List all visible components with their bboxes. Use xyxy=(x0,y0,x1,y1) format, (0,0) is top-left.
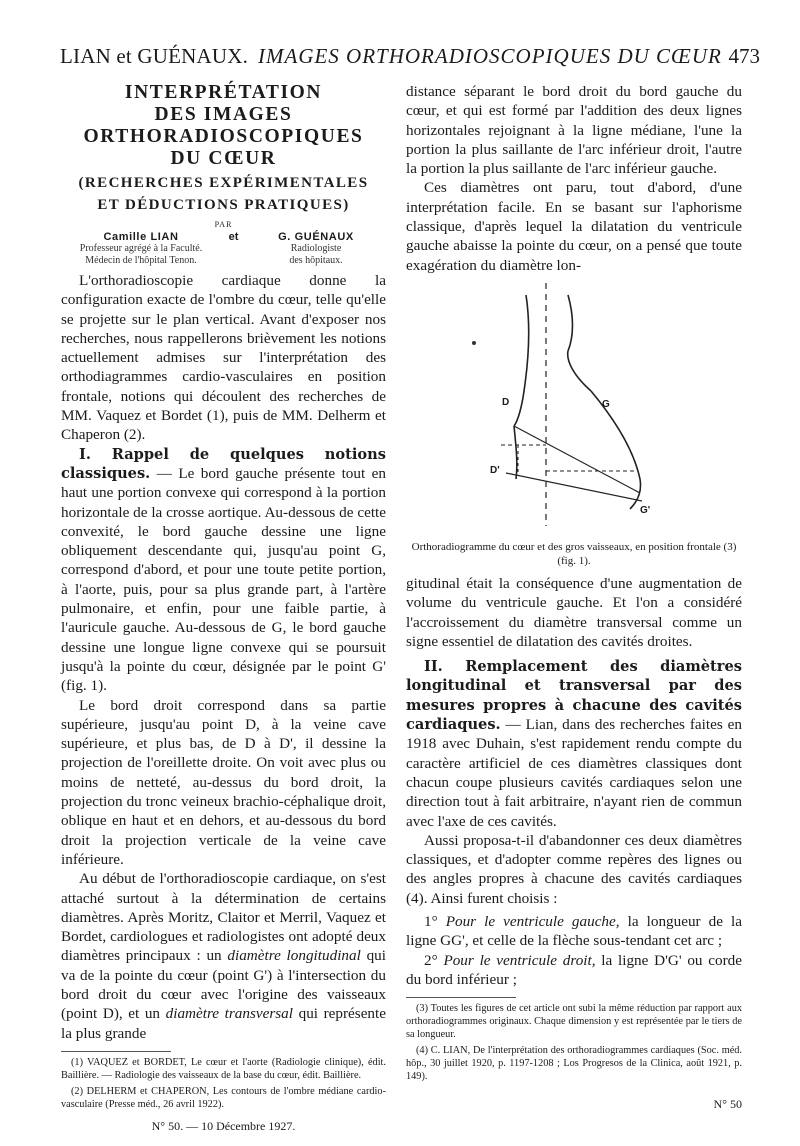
ink-mark xyxy=(472,341,476,345)
label-point-d: D xyxy=(502,396,510,408)
footnote-4: (4) C. LIAN, De l'interprétation des orthoradiogrammes cardiaques (Soc. méd. hôp., 30 juillet 1920, p. 1197-1208 ; Los Progresos de la Clinica, août 1921, p. 149). xyxy=(406,1045,742,1083)
running-head-authors: LIAN et GUÉNAUX. xyxy=(60,44,249,68)
author-conjunction: et xyxy=(228,231,239,243)
footnotes-left xyxy=(61,1056,386,1111)
emphasis-transversal: diamètre transversal xyxy=(165,1005,293,1023)
running-head-title: IMAGES ORTHORADIOSCOPIQUES DU CŒUR xyxy=(258,44,722,68)
issue-line: N° 50. — 10 Décembre 1927. xyxy=(151,1118,296,1133)
continued-paragraph: distance séparant le bord droit du bord gauche du cœur, et qui est formé par l'addition des deux lignes horizontales rejoignant à la ligne médiane, l'une la portion la plus saillante de l'arc inférieur droit, l'autre la portion la plus saillante de l'arc inférieur gauche. xyxy=(406,83,742,178)
text-run: la longueur de la ligne GG', et celle de la flèche sous-tendant cet arc ; xyxy=(406,913,743,950)
inferior-chord xyxy=(506,473,642,501)
list-emphasis: Pour le ventricule gauche, xyxy=(445,913,620,931)
interpretation-paragraph: Ces diamètres ont paru, tout d'abord, d'une interprétation facile. En se basant sur l'aphorisme classique, d'après lequel la dilatation du ventricule gauche abaisse la pointe du cœur, on a pensé que toute exagération du diamètre lon- xyxy=(406,179,742,274)
text-run: la ligne D'G' ou corde du bord inférieur ; xyxy=(406,951,743,988)
emphasis-longitudinal: diamètre longitudinal xyxy=(227,947,361,965)
right-border-upper xyxy=(514,295,529,426)
section-2-paragraph xyxy=(406,657,742,831)
figure-1-orthodiagram xyxy=(406,281,742,536)
article-title-line: INTERPRÉTATION xyxy=(124,82,323,103)
article-subtitle xyxy=(61,172,386,216)
footnote-divider xyxy=(61,1051,171,1052)
article-subtitle-line: (RECHERCHES EXPÉRIMENTALES xyxy=(78,175,369,191)
section-1-text: — Le bord gauche présente tout en haut une portion convexe qui correspond à la portion horizontale de la crosse aortique. Au-dessous de cette convexité, le bord gauche dessine une ligne obliquement descendante qui, jusqu'au point G, correspond d'abord, et pour une toute petite portion, à l'aorte, puis, pour sa plus grande part, à l'artère pulmonaire, et enfin, pour une faible partie, à l'auricule gauche. Au-dessous de G, le bord gauche dessine une longue ligne convexe qui se poursuit jusqu'à la pointe du cœur, désignée par le point G' (fig. 1). xyxy=(61,464,386,695)
right-column xyxy=(406,82,742,1112)
author-affiliation: Radiologiste xyxy=(290,243,342,254)
author-affiliation: Médecin de l'hôpital Tenon. xyxy=(85,255,197,266)
article-title-line: ORTHORADIOSCOPIQUES xyxy=(83,126,364,147)
footnote-1: (1) VAQUEZ et BORDET, Le cœur et l'aorte (Radiologie clinique), édit. Baillière. — Radiologie des vaisseaux de la base du cœur, édit. Baillière. xyxy=(61,1056,386,1081)
right-border-atrium xyxy=(514,426,517,479)
proposal-paragraph: Aussi proposa-t-il d'abandonner ces deux diamètres classiques, et d'adopter comme repères des lignes ou des angles propres à chacune des cavités cardiaques (4). Ainsi furent choisis : xyxy=(406,831,742,907)
authors-row xyxy=(61,231,386,271)
author-affiliation: des hôpitaux. xyxy=(289,255,343,266)
issue-number: N° 50 xyxy=(713,1097,742,1112)
list-number: 2° xyxy=(424,951,444,969)
footnote-3: (3) Toutes les figures de cet article ont subi la même réduction par rapport aux orthoradiogrammes originaux. Chaque dimension y est représentée par le tiers de sa longueur. xyxy=(406,1003,742,1041)
intro-paragraph: L'orthoradioscopie cardiaque donne la configuration exacte de l'ombre du cœur, telle qu'elle se projette sur le plan vertical. Avant d'exposer nos recherches, nous rappellerons brièvement les notions actuellement admises sur l'interprétation des orthodiagrammes cardio-vasculaires en position frontale, notions qui découlent des recherches de MM. Vaquez et Bordet (1), puis de MM. Delherm et Chaperon (2). xyxy=(61,272,386,444)
author-lian xyxy=(61,231,221,267)
text-run: qui représente la plus grande xyxy=(61,1005,386,1042)
text-run: Au début de l'orthoradioscopie cardiaque, on s'est attaché surtout à la détermination de certains diamètres. Après Moritz, Claitor et Merril, Vaquez et Bordet, cardiologues et radiologistes ont adopté deux diamètres principaux : un xyxy=(61,870,386,965)
left-column xyxy=(61,82,386,1134)
label-point-d-prime: D' xyxy=(490,464,500,476)
label-point-g: G xyxy=(602,398,610,410)
author-affiliation: Professeur agrégé à la Faculté. xyxy=(79,243,203,254)
list-emphasis: Pour le ventricule droit, xyxy=(443,951,596,969)
section-2-heading: II. Remplacement des diamètres longitudinal et transversal par des mesures propres à chacune des cavités cardiaques. xyxy=(406,658,742,734)
article-subtitle-line: ET DÉDUCTIONS PRATIQUES) xyxy=(97,197,350,213)
figure-caption: Orthoradiogramme du cœur et des gros vaisseaux, en position frontale (3) (fig. 1). xyxy=(411,540,737,567)
diameters-paragraph xyxy=(61,869,386,1043)
article-title-line: DU CŒUR xyxy=(170,148,277,169)
list-item-1 xyxy=(406,912,742,951)
orthodiagram-drawing xyxy=(406,281,742,536)
right-border-paragraph: Le bord droit correspond dans sa partie supérieure, jusqu'au point D, à la veine cave supérieure, et plus bas, de D à D', il dessine la projection de l'oreillette droite. On voit avec plus ou moins de netteté, au-dessus du bord droit, la projection du tronc veineux brachio-céphalique droit, oblique en haut et en dehors, et au-dessous du bord droit la projection verticale de la veine cave inférieure. xyxy=(61,696,386,868)
label-point-g-prime: G' xyxy=(640,504,651,516)
left-border-ventricle xyxy=(591,391,641,509)
list-number: 1° xyxy=(424,913,446,931)
footnote-2: (2) DELHERM et CHAPERON, Les contours de l'ombre médiane cardio-vasculaire (Presse méd., 26 avril 1922). xyxy=(61,1085,386,1110)
running-head xyxy=(60,44,760,74)
text-run: qui va de la pointe du cœur (point G') à l'intersection du bord droit du cœur avec l'origine des vaisseaux (point D), et un xyxy=(61,947,386,1023)
article-title xyxy=(61,82,386,170)
author-name: Camille LIAN xyxy=(103,231,179,243)
footnote-divider xyxy=(406,997,516,998)
byline-par: PAR xyxy=(214,220,233,229)
footnotes-right xyxy=(406,1002,742,1083)
article-title-line: DES IMAGES xyxy=(154,104,293,125)
longitudinal-diameter xyxy=(514,426,640,493)
section-1-paragraph xyxy=(61,445,386,696)
page-number: 473 xyxy=(728,44,760,68)
author-guenaux xyxy=(246,231,386,267)
author-name: G. GUÉNAUX xyxy=(278,231,354,243)
left-border-upper xyxy=(568,295,591,391)
section-1-heading: I. Rappel de quelques notions classiques. xyxy=(61,445,386,482)
section-2-text: — Lian, dans des recherches faites en 1918 avec Duhain, s'est rapidement rendu compte du caractère artificiel de ces diamètres classiques dont chacun coupe plusieurs cavités cardiaques selon une direction tout à fait arbitraire, n'ayant rien de commun avec l'axe de ces cavités. xyxy=(406,716,742,830)
list-item-2 xyxy=(406,951,742,990)
continued-diameter-paragraph: gitudinal était la conséquence d'une augmentation de volume du ventricule gauche. Et l'on a considéré l'accroissement du diamètre transversal comme un signe essentiel de dilatation des cavités droites. xyxy=(406,574,742,650)
